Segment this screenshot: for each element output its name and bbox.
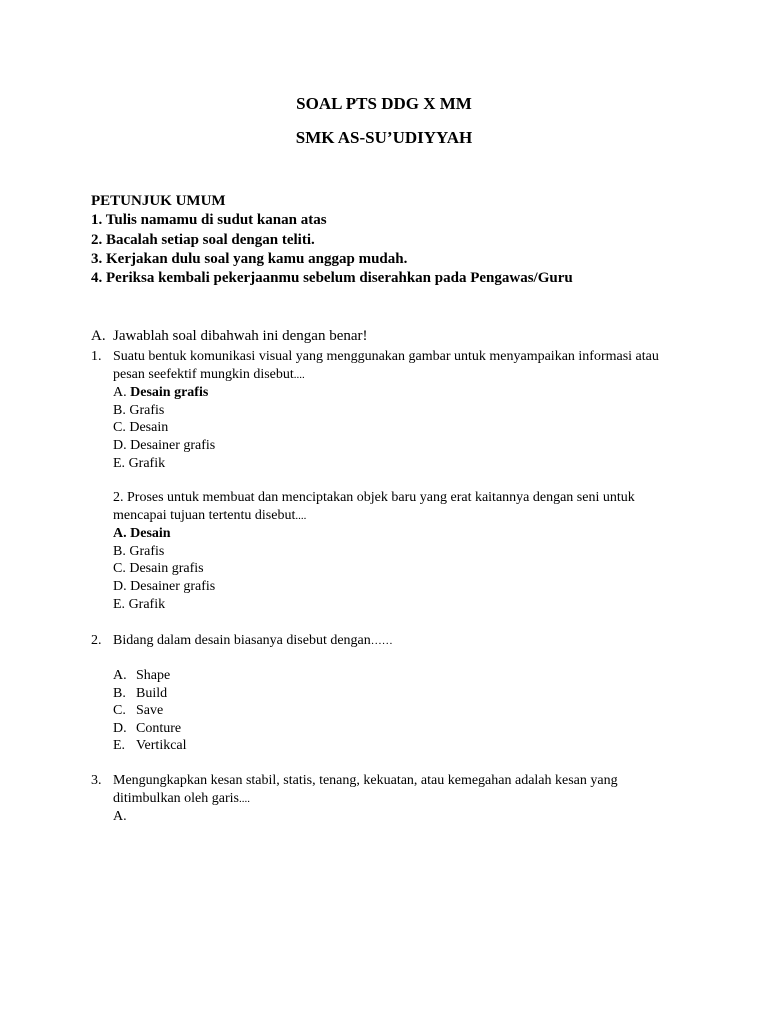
question-text-line: Mengungkapkan kesan stabil, statis, tenang, kekuatan, atau kemegahan adalah kesan yang (113, 773, 618, 788)
answer-option: C. Desain (113, 420, 169, 436)
section-letter: A. (91, 328, 106, 344)
question-text-line: 2. Proses untuk membuat dan menciptakan objek baru yang erat kaitannya dengan seni untuk (113, 490, 635, 505)
general-instructions (91, 192, 573, 288)
blank-dots: .... (293, 368, 305, 381)
question-1b (113, 489, 635, 613)
answer-option: D. Conture (113, 720, 182, 736)
instruction-item: 4. Periksa kembali pekerjaanmu sebelum diserahkan pada Pengawas/Guru (91, 270, 573, 287)
question-3 (113, 772, 618, 826)
answer-option: A. Desain grafis (113, 385, 209, 401)
question-2 (113, 632, 393, 651)
answer-option: B. Build (113, 685, 168, 701)
answer-option: A. (113, 809, 127, 825)
answer-option: E. Vertikcal (113, 738, 187, 754)
exam-title: SOAL PTS DDG X MM (296, 94, 472, 113)
answer-option: A. Shape (113, 668, 171, 683)
question-2-options (113, 667, 187, 755)
instruction-item: 2. Bacalah setiap soal dengan teliti. (91, 231, 315, 248)
section-a-heading (91, 327, 368, 346)
answer-option: C. Save (113, 703, 164, 719)
question-text-line: mencapai tujuan tertentu disebut.... (113, 507, 307, 523)
answer-option: D. Desainer grafis (113, 578, 216, 594)
answer-option: B. Grafis (113, 402, 165, 418)
question-text-line: Suatu bentuk komunikasi visual yang menggunakan gambar untuk menyampaikan informasi atau (113, 349, 659, 364)
blank-dots: .... (295, 509, 307, 522)
question-number: 2. (91, 633, 102, 648)
blank-dots: …… (370, 635, 393, 647)
question-1 (113, 348, 659, 472)
answer-option: E. Grafik (113, 455, 166, 471)
answer-option: D. Desainer grafis (113, 437, 216, 453)
answer-option: E. Grafik (113, 596, 166, 612)
instructions-heading: PETUNJUK UMUM (91, 193, 226, 209)
question-number: 1. (91, 349, 102, 364)
answer-option: A. Desain (113, 526, 171, 542)
blank-dots: .... (238, 792, 250, 805)
answer-option: B. Grafis (113, 543, 165, 559)
question-text-line: Bidang dalam desain biasanya disebut dengan…… (113, 633, 393, 648)
question-number: 3. (91, 773, 102, 788)
instruction-item: 1. Tulis namamu di sudut kanan atas (91, 212, 327, 229)
school-name: SMK AS-SU’UDIYYAH (295, 128, 473, 147)
instruction-item: 3. Kerjakan dulu soal yang kamu anggap mudah. (91, 250, 408, 267)
question-text-line: ditimbulkan oleh garis.... (113, 790, 250, 806)
question-text-line: pesan seefektif mungkin disebut.... (113, 366, 305, 382)
answer-option: C. Desain grafis (113, 561, 204, 577)
section-text: Jawablah soal dibahwah ini dengan benar! (113, 328, 368, 344)
